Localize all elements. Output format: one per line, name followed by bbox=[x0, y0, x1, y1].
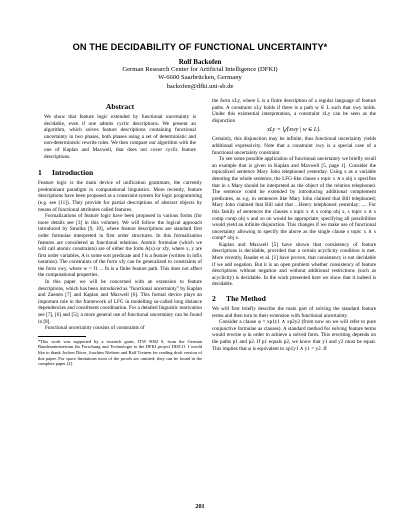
abstract bbox=[38, 102, 202, 160]
affiliation: German Research Center for Artificial Intelligence (DFKI) bbox=[122, 66, 278, 74]
right-column bbox=[212, 98, 376, 352]
method-paragraph-2: Consider a clause φ = xp1y1 ∧ xp2y2 (from now on we will refer to pure conjunctive formulae as clauses). A standard method for solving feature terms would rewrite φ in order to achieve a solved form. This rewriting depends on the paths p1 and p2. If p1 equals p2, we know that y1 and y2 must be equal. This implies that φ is equivalent to xp1y1 ∧ y1 = y2. If bbox=[212, 319, 376, 352]
intro-paragraph-3: In this paper we will be concerned with an extension to feature descriptions, which has been introduced as "functional uncertainty" by Kaplan and Zaenen [7] and Kaplan and Maxwell [6]. This formal device plays an important role in the framework of LFG in modelling so-called long distance dependencies and constituent coordination. For a detailed linguistic motivation see [7], [6] and [5]; a more general use of functional uncertainty can be found in [8]. bbox=[38, 279, 202, 325]
intro-paragraph-1: Feature logic is the main device of unification grammars, the currently predominant paradigm in computational linguistics. More recently, feature descriptions have been proposed as a constraint system for logic programming (e.g. see [11]). They provide for partial descriptions of abstract objects by means of functional attributes called features. bbox=[38, 180, 202, 213]
left-column bbox=[38, 102, 202, 367]
intro-paragraph-4: Functional uncertainty consists of constraints of bbox=[45, 325, 145, 332]
author-name: Rolf Backofen bbox=[178, 58, 222, 66]
disjunction-formula: xLy = ⋁{xwy | w ∈ L}. bbox=[267, 127, 321, 134]
method-number: 2 bbox=[212, 294, 216, 304]
right-paragraph-3: To see some possible application of functional uncertainty we briefly recall an example that is given in Kaplan and Maxwell [5, page 1]. Consider the topicalized sentence Mary John telephoned yesterday. Using s as a variable denoting the whole sentence, the LFG-like clause s topic x ∧ s obj x specifies that in s Mary should be interpreted as the object of the relation telephoned. The sentence could be extended by introducing additional complement predicates, as e.g. in sentences like Mary John claimed that Bill telephoned; Mary John claimed that Bill said that ...Henry telephoned yesterday; .... For this family of sentences the clauses s topic x ∧ s comp obj x, s topic x ∧ s comp comp obj x and so on would be appropriate; specifying all possibilities would yield an infinite disjunction. This changes if we make use of functional uncertainty allowing to specify the above as the single clause s topic x ∧ s comp* obj x. bbox=[212, 156, 376, 242]
abstract-text: We show that feature logic extended by functional uncertainty is decidable, even if one admits cyclic descriptions. We present an algorithm, which solves feature descriptions containing functional uncertainty in two phases, both phases using a set of deterministic and non-deterministic rewrite rules. We then compare our algorithm with the one of Kaplan and Maxwell, that does not cover cyclic feature descriptions. bbox=[44, 114, 196, 160]
intro-number: 1 bbox=[38, 168, 42, 178]
paper-title: ON THE DECIDABILITY OF FUNCTIONAL UNCERTAINTY* bbox=[72, 42, 328, 52]
footnote bbox=[38, 339, 202, 367]
author-block bbox=[0, 58, 400, 91]
footnote-text: *This work was supported by a research grant, ITW 9002 0, from the German Bundesministerium für Forschung und Technologie to the DFKI project DISCO. I would like to thank Jochen Dörre, Joachim Niehren and Ralf Treinen for reading draft version of this paper. For space limitations most of the proofs are omitted; they can be found in the complete paper [2]. bbox=[38, 338, 202, 367]
intro-paragraph-2: Formalizations of feature logic have been proposed in various forms (for more details see [3] in this volume). We will follow the logical approach introduced by Smolka [9, 10], where feature descriptions are standard first order formulae interpreted in first order structures. In this formalization features are considered as functional relations. Atomic formulae (which we will call atomic constraints) are of either the form A(x) or xfy, where x, y are first order variables, A is some sort predicate and f is a feature (written in infix notation). The constraints of the form xfy can be generalized to constraints of the form xwy, where w = f1 ... fn is a finite feature path. This does not affect the computational properties. bbox=[38, 213, 202, 279]
email: backofen@dfki.uni-sb.de bbox=[166, 82, 234, 90]
intro-title: Introduction bbox=[52, 168, 94, 178]
method-title: The Method bbox=[226, 294, 266, 304]
page-number: 201 bbox=[195, 503, 205, 510]
method-paragraph-1: We will first briefly describe the main part of solving the standard feature terms and then turn to their extension with functional uncertainty. bbox=[212, 306, 376, 319]
right-paragraph-2: Certainly, this disjunction may be infinite, thus functional uncertainty yields additional expressivity. Note that a constraint xwy is a special case of a functional uncertainty constraint. bbox=[212, 136, 376, 156]
method-heading bbox=[212, 294, 376, 303]
address: W-6600 Saarbrücken, Germany bbox=[158, 74, 242, 82]
abstract-heading: Abstract bbox=[105, 102, 135, 111]
right-paragraph-4: Kaplan and Maxwell [5] have shown that consistency of feature descriptions is decidable, provided that a certain acyclicity condition is met. More recently, Baader et al. [1] have proven, that consistency is not decidable if we add negation. But it is an open problem whether consistency of feature descriptions without negation and without additional restrictions (such as acyclicity) is decidable. In the work presented here we show that it indeed is decidable. bbox=[212, 241, 376, 288]
intro-heading bbox=[38, 168, 202, 177]
footnote-rule bbox=[38, 336, 86, 337]
right-paragraph-1: the form xLy, where L is a finite description of a regular language of feature paths. A constraint xLy holds if there is a path w ∈ L such that xwy holds. Under this existential interpretation, a constraint xLy can be seen as the disjunction bbox=[212, 98, 376, 124]
